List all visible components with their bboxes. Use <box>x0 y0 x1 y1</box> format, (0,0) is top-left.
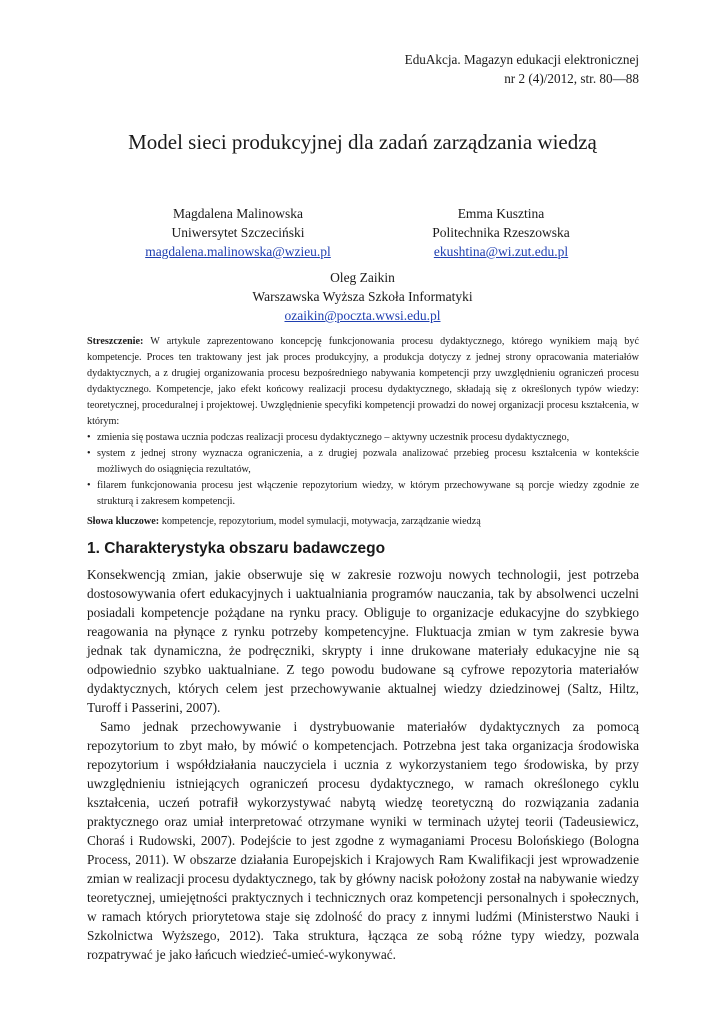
author-affiliation: Uniwersytet Szczeciński <box>171 225 305 240</box>
author-name: Emma Kusztina <box>457 206 545 221</box>
abstract <box>87 334 639 510</box>
section-body <box>87 565 639 964</box>
author-block <box>118 204 358 261</box>
keywords <box>87 514 639 530</box>
abstract-bullet: • system z jednej strony wyznacza ograniczenia, a z drugiej pozwala analizować przebieg procesu kształcenia w kontekście możliwych do osiągnięcia rezultatów, <box>87 446 639 478</box>
author-block <box>200 268 525 325</box>
abstract-label: Streszczenie: <box>87 336 144 347</box>
body-paragraph: Samo jednak przechowywanie i dystrybuowanie materiałów dydaktycznych za pomocą repozytorium to zbyt mało, by mówić o kompetencjach. Potrzebna jest taka organizacja środowiska repozytorium i współdziałania nauczyciela i ucznia z wykorzystaniem tego środowiska, by przy uwzględnieniu istniejących ograniczeń procesu dydaktycznego, w ramach określonego cyklu kształcenia, uczeń potrafił wykorzystywać nabytą wiedzę teoretyczną do rozwiązania zadania praktycznego oraz umiał interpretować otrzymane wyniki w terminach użytej teorii (Tadeusiewicz, Choraś i Rudowski, 2007). Podejście to jest zgodne z wymaganiami Procesu Bolońskiego (Bologna Process, 2011). W obszarze działania Europejskich i Krajowych Ram Kwalifikacji jest wprowadzenie zmian w realizacji procesu dydaktycznego, tak by główny nacisk położony został na nabywanie wiedzy teoretycznej, umiejętności praktycznych i technicznych oraz kompetencji personalnych i społecznych, w ramach których priorytetowa staje się zdolność do pracy z innymi ludźmi (Ministerstwo Nauki i Szkolnictwa Wyższego, 2012). Taka struktura, łącząca ze sobą różne typy wiedzy, pozwala rozpatrywać je jako łańcuch wiedzieć-umieć-wykonywać. <box>87 719 639 962</box>
abstract-paragraph <box>87 334 639 430</box>
abstract-bullet-list <box>87 430 639 510</box>
journal-header <box>405 50 639 88</box>
author-affiliation: Politechnika Rzeszowska <box>432 225 570 240</box>
author-email-link[interactable]: ekushtina@wi.zut.edu.pl <box>433 244 569 259</box>
body-paragraph: Konsekwencją zmian, jakie obserwuje się w zakresie rozwoju nowych technologii, jest potrzeba dostosowywania ofert edukacyjnych i uaktualniania programów nauczania, tak by absolwenci uczelni posiadali kompetencje pożądane na rynku pracy. Obliguje to organizacje edukacyjne do szybkiego reagowania na płynące z rynku potrzeby kompetencyjne. Fluktuacja zmian w tym zakresie bywa jednak tak dynamiczna, że podręczniki, skrypty i inne drukowane materiały edukacyjne nie są odpowiednio szybko uaktualniane. Z tego powodu budowane są cyfrowe repozytoria materiałów dydaktycznych, których celem jest przechowywanie aktualnej wiedzy dziedzinowej (Saltz, Hiltz, Turoff i Passerini, 2007). <box>87 567 639 715</box>
author-block <box>370 204 632 261</box>
journal-name: EduAkcja. Magazyn edukacji elektronicznej <box>404 52 639 67</box>
section-heading: 1. Charakterystyka obszaru badawczego <box>87 540 386 557</box>
journal-issue: nr 2 (4)/2012, str. 80—88 <box>504 71 639 86</box>
abstract-text: W artykule zaprezentowano koncepcję funkcjonowania procesu dydaktycznego, którego wynikiem mają być kompetencje. Proces ten traktowany jest jak proces produkcyjny, a produkcja dotyczy z jednej strony opracowania materiałów dydaktycznych, a z drugiej organizowania procesu bezpośredniego nabywania kompetencji przy uwzględnieniu ograniczeń procesu dydaktycznego. Kompetencje, jako efekt końcowy realizacji procesu dydaktycznego, składają się z określonych typów wiedzy: teoretycznej, proceduralnej i projektowej. Uwzględnienie specyfiki kompetencji prowadzi do nowej organizacji procesu kształcenia, w którym: <box>87 336 639 427</box>
author-name: Oleg Zaikin <box>330 270 395 285</box>
keywords-label: Słowa kluczowe: <box>87 516 160 527</box>
author-email-link[interactable]: magdalena.malinowska@wzieu.pl <box>145 244 331 259</box>
abstract-bullet: • zmienia się postawa ucznia podczas realizacji procesu dydaktycznego – aktywny uczestnik procesu dydaktycznego, <box>87 430 639 446</box>
paper-title: Model sieci produkcyjnej dla zadań zarządzania wiedzą <box>128 130 597 154</box>
abstract-bullet: • filarem funkcjonowania procesu jest włączenie repozytorium wiedzy, w którym przechowywane są porcje wiedzy zgodnie ze strukturą i zakresem kompetencji. <box>87 478 639 510</box>
keywords-text: kompetencje, repozytorium, model symulacji, motywacja, zarządzanie wiedzą <box>161 516 481 527</box>
author-affiliation: Warszawska Wyższa Szkoła Informatyki <box>252 289 473 304</box>
author-email-link[interactable]: ozaikin@poczta.wwsi.edu.pl <box>284 308 441 323</box>
author-name: Magdalena Malinowska <box>172 206 304 221</box>
